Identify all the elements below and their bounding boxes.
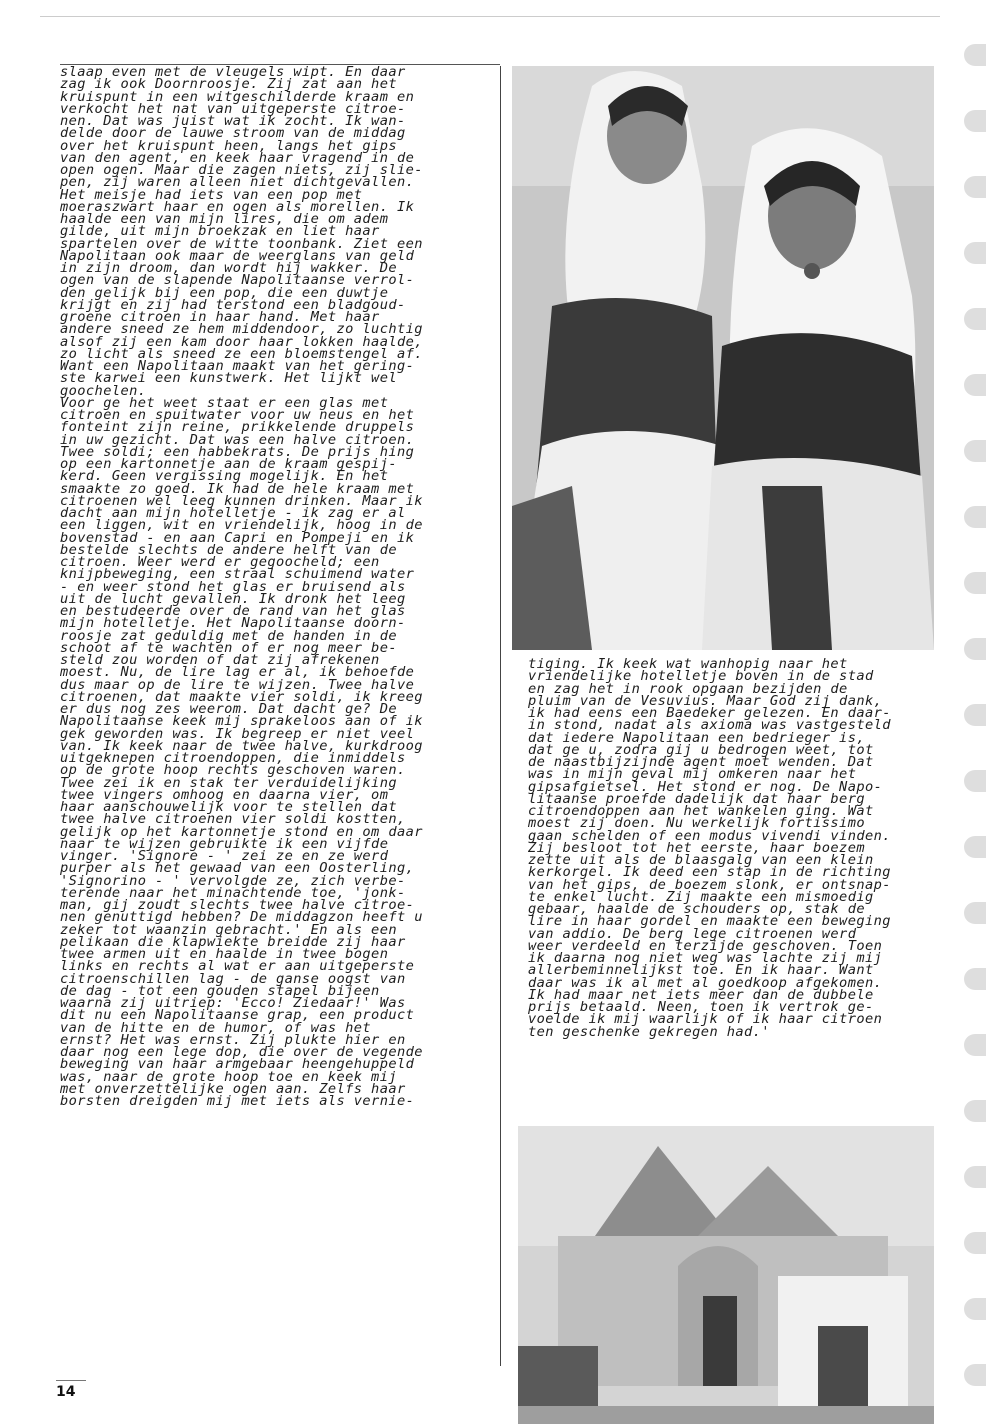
- binding-hole: [964, 1232, 986, 1254]
- binding-hole: [964, 836, 986, 858]
- binding-holes: [962, 30, 986, 1402]
- binding-hole: [964, 308, 986, 330]
- binding-hole: [964, 176, 986, 198]
- binding-hole: [964, 506, 986, 528]
- photo-trullo-building: [518, 1126, 934, 1424]
- right-column-text: tiging. Ik keek wat wanhopig naar het vriendelijke hotelletje boven in de stad en zag het in rook opgaan bezijden de pluim van de Vesuvius. Maar God zij dank, ik had eens een Baedeker gelezen. En daar- in stond, nadat als axioma was vastgesteld dat iedere Napolitaan een bedrieger is, dat ge u, zodra gij u bedrogen weet, tot de naastbijzijnde agent moet wenden. Dat was in mijn geval mij omkeren naar het gipsafgietsel. Het stond er nog. De Napo- litaanse proefde dadelijk dat haar berg citroendoppen aan het wankelen ging. Wat moest zij doen. Nu werkelijk fortissimo gaan schelden of een modus vivendi vinden. Zij besloot tot het eerste, haar boezem zette uit als de blaasgalg van een klein kerkorgel. Ik deed een stap in de richting van het gips, de boezem slonk, er ontsnap- te enkel lucht. Zij maakte een mismoedig gebaar, haalde de schouders op, stak de lire in haar gordel en maakte een beweging van addio. De berg lege citroenen werd weer verdeeld en terzijde geschoven. Toen ik daarna nog niet weg was lachte zij mij allerbeminnelijkst toe. En ik haar. Want daar was ik al met al goedkoop afgekomen. Ik had maar net iets meer dan de dubbele prijs betaald. Neen, toen ik vertrok ge- voelde ik mij waarlijk of ik haar citroen ten geschenke gekregen had.': [528, 656, 891, 1040]
- left-column-text: slaap even met de vleugels wipt. En daar zag ik ook Doornroosje. Zij zat aan het kruispunt in een witgeschilderde kraam en verkocht het nat van uitgeperste citroe- nen. Dat was juist wat ik zocht. Ik wan- delde door de lauwe stroom van de middag over het kruispunt heen, langs het gips van den agent, en keek haar vragend in de open ogen. Maar die zagen niets, zij slie- pen, zij waren alleen niet dichtgevallen. Het meisje had iets van een pop met moeraszwart haar en ogen als morellen. Ik haalde een van mijn lires, die om adem gilde, uit mijn broekzak en liet haar spartelen over de witte toonbank. Ziet een Napolitaan ook maar de weerglans van geld in zijn droom, dan wordt hij wakker. De ogen van de slapende Napolitaanse verrol- den gelijk bij een pop, die een duwtje krijgt en zij had terstond een bladgoud- groene citroen in haar hand. Met haar andere sneed ze hem middendoor, zo luchtig alsof zij een kam door haar lokken haalde, zo licht als sneed ze een bloemstengel af. Want een Napolitaan maakt van het gering- ste karwei een kunstwerk. Het lijkt wel goochelen. Voor ge het weet staat er een glas met citroen en spuitwater voor uw neus en het fonteint zijn reine, prikkelende druppels in uw gezicht. Dat was een halve citroen. Twee soldi; een habbekrats. De prijs hing op een kartonnetje aan de kraam gespij- kerd. Geen vergissing mogelijk. En het smaakte zo goed. Ik had de hele kraam met citroenen wel leeg kunnen drinken. Maar ik dacht aan mijn hotelletje - ik zag er al een liggen, wit en vriendelijk, hoog in de bovenstad - en aan Capri en Pompeji en ik bestelde slechts de andere helft van de citroen. Weer werd er gegoocheld; een knijpbeweging, een straal schuimend water - en weer stond het glas er bruisend als uit de lucht gevallen. Ik dronk het leeg en bestudeerde over de rand van het glas mijn hotelletje. Het Napolitaanse doorn- roosje zat geduldig met de handen in de schoot af te wachten of er nog meer be- steld zou worden of dat zij afrekenen moest. Nu, de lire lag er al, ik behoefde dus maar op de lire te wijzen. Twee halve citroenen, dat maakte vier soldi, ik kreeg er dus nog zes weerom. Dat dacht ge? De Napolitaanse keek mij sprakeloos aan of ik gek geworden was. Ik begreep er niet veel van. Ik keek naar de twee halve, kurkdroog uitgeknepen citroendoppen, die inmiddels op de grote hoop rechts geschoven waren. Twee zei ik en stak ter verduidelijking twee vingers omhoog en daarna vier, om haar aanschouwelijk voor te stellen dat twee halve citroenen vier soldi kostten, gelijk op het kartonnetje stond en om daar naar te wijzen gebruikte ik een vijfde vinger. 'Signore - ' zei ze en ze werd purper als het gewaad van een Oosterling, 'Signorino - ' vervolgde ze, zich verbe- terende naar het minachtende toe, 'jonk- man, gij zoudt slechts twee halve citroe- nen genuttigd hebben? De middagzon heeft u zeker tot waanzin gebracht.' En als een pelikaan die klapwiekte breidde zij haar twee armen uit en haalde in twee bogen links en rechts al wat er aan uitgeperste citroenschillen lag - de ganse oogst van de dag - tot een gouden stapel bijeen waarna zij uitriep: 'Ecco! Ziedaar!' Was dit nu een Napolitaanse grap, een product van de hitte en de humor, of was het ernst? Het was ernst. Zij plukte hier en daar nog een lege dop, die over de vegende beweging van haar armgebaar heengehuppeld was, naar de grote hoop toe en keek mij met onverzettelijke ogen aan. Zelfs haar borsten dreigden mij met iets als vernie-: [60, 66, 423, 1109]
- binding-hole: [964, 110, 986, 132]
- page-number-rule: [56, 1380, 86, 1381]
- binding-hole: [964, 1166, 986, 1188]
- binding-hole: [964, 1034, 986, 1056]
- binding-hole: [964, 44, 986, 66]
- left-column-top-rule: [60, 64, 500, 65]
- right-column: [512, 66, 940, 1366]
- binding-hole: [964, 638, 986, 660]
- binding-hole: [964, 1364, 986, 1386]
- top-divider: [40, 16, 940, 17]
- page-number: 14: [56, 1384, 76, 1400]
- photo-two-women-illustration: [512, 66, 934, 650]
- binding-hole: [964, 242, 986, 264]
- right-text-block: [528, 658, 942, 1038]
- photo-trullo-illustration: [518, 1126, 934, 1424]
- photo-two-women: [512, 66, 934, 650]
- binding-hole: [964, 902, 986, 924]
- binding-hole: [964, 572, 986, 594]
- left-text-column: [60, 66, 501, 1366]
- binding-hole: [964, 770, 986, 792]
- binding-hole: [964, 440, 986, 462]
- binding-hole: [964, 374, 986, 396]
- binding-hole: [964, 968, 986, 990]
- binding-hole: [964, 1100, 986, 1122]
- binding-hole: [964, 1298, 986, 1320]
- binding-hole: [964, 704, 986, 726]
